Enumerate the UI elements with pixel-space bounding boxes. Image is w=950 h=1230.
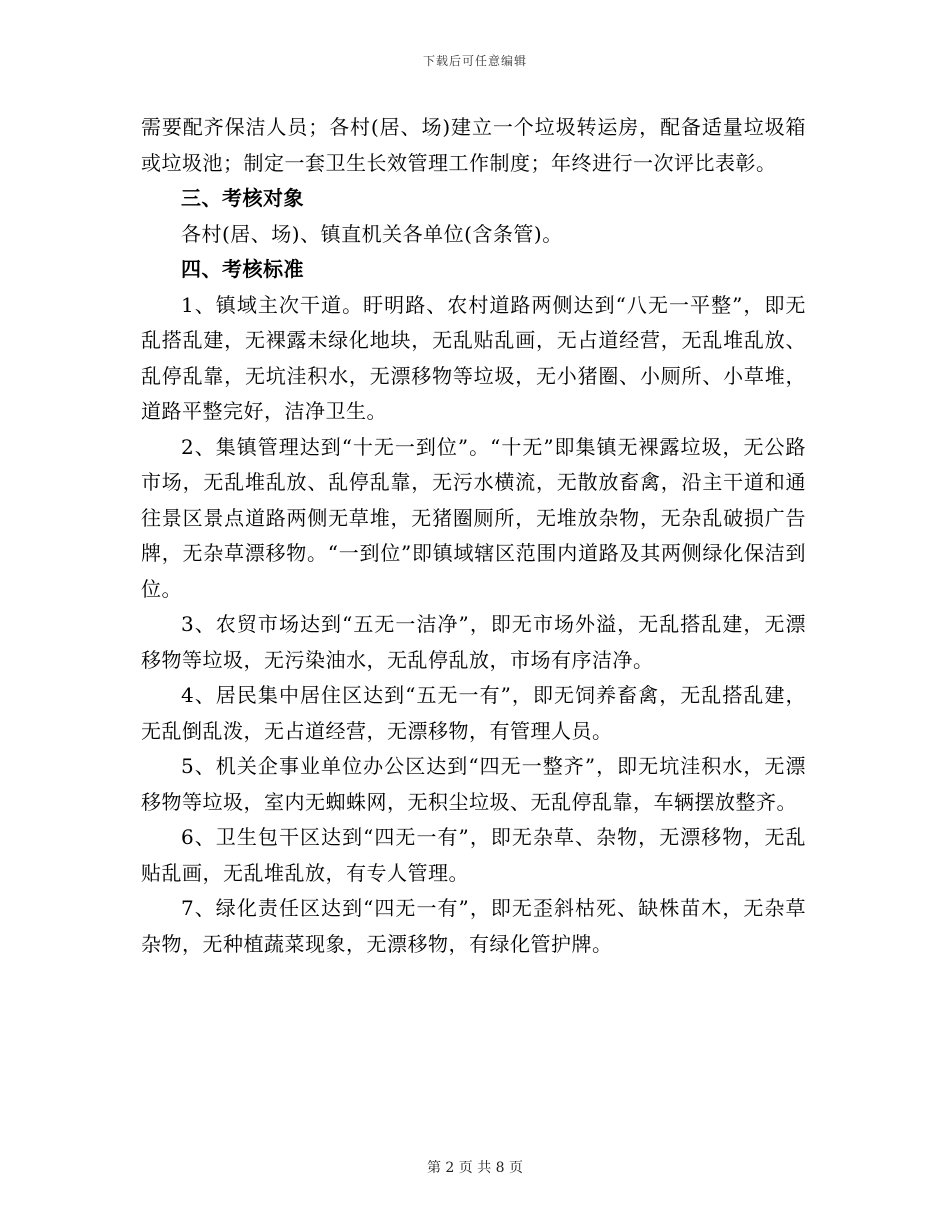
paragraph-assessment-targets: 各村(居、场)、镇直机关各单位(含条管)。 bbox=[181, 221, 563, 246]
paragraph-standard-2: 2、集镇管理达到“十无一到位”。“十无”即集镇无裸露垃圾，无公路市场，无乱堆乱放、乱停乱靠，无污水横流，无散放畜禽，沿主干道和通往景区景点道路两侧无草堆，无猪圈厕所，无堆放杂物，无杂乱破损广告牌，无杂草漂移物。“一到位”即镇域辖区范围内道路及其两侧绿化保洁到位。 bbox=[141, 434, 806, 601]
page-footer: 第 2 页 共 8 页 bbox=[426, 1160, 524, 1176]
paragraph-standard-4: 4、居民集中居住区达到“五无一有”，即无饲养畜禽，无乱搭乱建，无乱倒乱泼，无占道经营，无漂移物，有管理人员。 bbox=[141, 683, 806, 743]
paragraph-continuation: 需要配齐保洁人员；各村(居、场)建立一个垃圾转运房，配备适量垃圾箱或垃圾池；制定一套卫生长效管理工作制度；年终进行一次评比表彰。 bbox=[141, 115, 806, 175]
paragraph-standard-7: 7、绿化责任区达到“四无一有”，即无歪斜枯死、缺株苗木，无杂草杂物，无种植蔬菜现象，无漂移物，有绿化管护牌。 bbox=[141, 896, 806, 956]
document-body bbox=[141, 110, 806, 962]
paragraph-standard-1: 1、镇域主次干道。盱明路、农村道路两侧达到“八无一平整”，即无乱搭乱建，无裸露未绿化地块，无乱贴乱画，无占道经营，无乱堆乱放、乱停乱靠，无坑洼积水，无漂移物等垃圾，无小猪圈、小厕所、小草堆，道路平整完好，洁净卫生。 bbox=[141, 292, 806, 423]
page-header: 下载后可任意编辑 bbox=[422, 54, 527, 68]
paragraph-standard-3: 3、农贸市场达到“五无一洁净”，即无市场外溢，无乱搭乱建，无漂移物等垃圾，无污染油水，无乱停乱放，市场有序洁净。 bbox=[141, 612, 806, 672]
section-heading-assessment-targets: 三、考核对象 bbox=[181, 186, 304, 210]
paragraph-standard-6: 6、卫生包干区达到“四无一有”，即无杂草、杂物，无漂移物，无乱贴乱画，无乱堆乱放，有专人管理。 bbox=[141, 825, 806, 885]
paragraph-standard-5: 5、机关企事业单位办公区达到“四无一整齐”，即无坑洼积水，无漂移物等垃圾，室内无蜘蛛网，无积尘垃圾、无乱停乱靠，车辆摆放整齐。 bbox=[141, 754, 806, 814]
section-heading-assessment-standards: 四、考核标准 bbox=[181, 257, 304, 281]
